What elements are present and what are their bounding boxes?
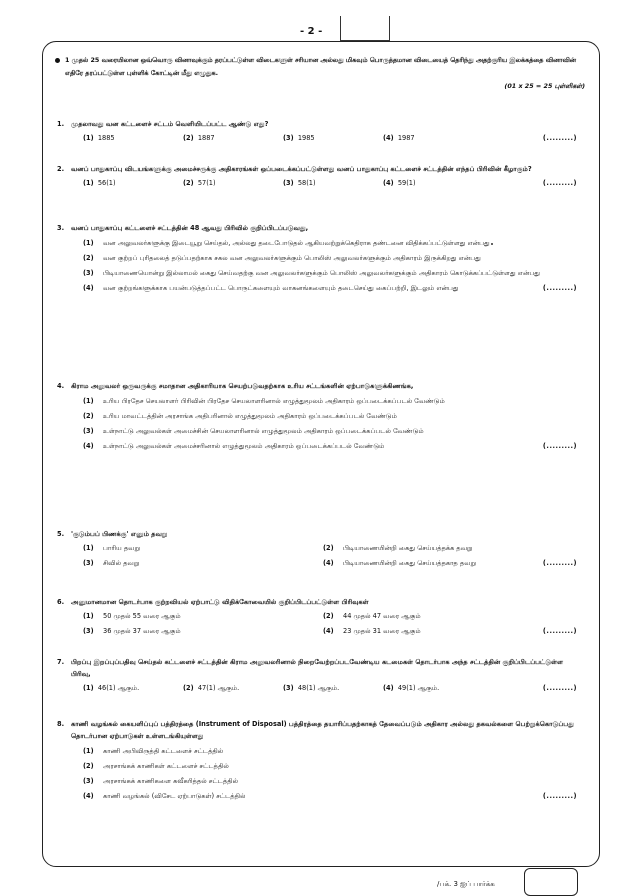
question-7 xyxy=(57,656,577,695)
option-2 xyxy=(83,410,577,422)
option-text: 1985 xyxy=(297,133,315,142)
option-number: (3) xyxy=(83,427,94,435)
option-number: (2) xyxy=(83,412,94,420)
question-number: 3. xyxy=(57,224,65,232)
option-text: உரிய மாவட்டத்தின் அரசாங்க அதிபரினால் எழுத்துமூலம் அதிகாரம் ஒப்படைக்கப்படல் வேண்டும் xyxy=(103,412,397,420)
bullet-icon xyxy=(55,58,60,63)
question-6 xyxy=(57,596,577,638)
option-text: 56(1) xyxy=(97,178,116,187)
option-4 xyxy=(83,790,577,802)
option-number: (3) xyxy=(83,558,94,567)
option-text: வன குற்றங்களுக்காக பயன்படுத்தப்பட்ட பொருட்களையும் வாகனங்களையும் தடைசெய்து கைப்பற்றி, இடலும் என்பது xyxy=(103,284,459,292)
question-text: அனுமானமான தொடர்பாக குற்றவியல் ஏற்பாட்டு விதிக்கோவையில் குறிப்பிடப்பட்டுள்ள பிரிவுகள் xyxy=(71,598,369,606)
option-text: 58(1) xyxy=(297,178,316,187)
option-text: பிடியாணையின்றி கைது செய்யத்தகாத தவறு xyxy=(343,558,477,567)
option-number: (2) xyxy=(183,178,194,187)
option-number: (2) xyxy=(183,133,194,142)
next-page-note: /பக். 3 ஐப் பார்க்க xyxy=(437,880,495,888)
options-grid xyxy=(83,540,577,570)
question-5 xyxy=(57,528,577,570)
answer-blank[interactable]: (.........) xyxy=(542,284,577,292)
option-text: பிடியாணையின்றி கைது செய்யத்தக்க தவறு xyxy=(343,543,473,552)
option-text: 44 முதல் 47 வரை ஆகும் xyxy=(343,611,421,620)
option-number: (3) xyxy=(83,777,94,785)
question-4 xyxy=(57,380,577,452)
option-number: (4) xyxy=(83,792,94,800)
option-4 xyxy=(83,440,577,452)
question-number: 6. xyxy=(57,598,65,606)
option-text: 1885 xyxy=(97,133,115,142)
options-list xyxy=(83,395,577,452)
option-text: 36 முதல் 37 வரை ஆகும் xyxy=(103,626,181,635)
question-text: காணி வழங்கல் கையளிப்புப் பத்திரத்தை (Instrument of Disposal) பத்திரத்தை தயாரிப்பதற்காகத் தேவைப்படும் அதிகார அல்லது தகவல்களை பெற்றுக்கொடுப்பது தொடர்பான ஏற்பாடுகள் உள்ளடங்கியுள்ளது xyxy=(71,720,574,740)
option-text: 1887 xyxy=(197,133,215,142)
option-text: 46(1) ஆகும். xyxy=(97,683,140,692)
page-number: - 2 - xyxy=(300,26,323,37)
option-text: 48(1) ஆகும். xyxy=(297,683,340,692)
option-3 xyxy=(83,775,577,787)
question-text: வனப் பாதுகாப்பு விடயங்களுக்கு அமைச்சருக்கு அதிகாரங்கள் ஒப்படைக்கப்பட்டுள்ளது வனப் பாதுகாப்பு கட்டளைச் சட்டத்தின் எந்தப் பிரிவின் கீழாகும்? xyxy=(71,165,532,173)
footer-box xyxy=(524,868,578,896)
option-text: வன குற்றப் புரிதலைத் தடுப்பதற்காக சகல வன அலுவலர்களுக்கும் பொலிஸ் அலுவலர்களுக்கும் அதிகாரம் இருக்கிறது என்பது xyxy=(103,254,481,262)
question-number: 8. xyxy=(57,720,65,728)
marks-note: (01 x 25 = 25 புள்ளிகள்) xyxy=(504,82,585,90)
option-number: (4) xyxy=(83,284,94,292)
question-number: 7. xyxy=(57,658,65,666)
options-row xyxy=(83,175,577,190)
option-text: வன அலுவலர்களுக்கு இடையூறு செய்தல், அல்லது தடைபோடுதல் ஆகியவற்றுக்கெதிராக தண்டனை விதிக்கப்பட்டுள்ளது என்பது xyxy=(103,239,490,247)
option-1 xyxy=(83,745,577,757)
option-number: (3) xyxy=(283,683,294,692)
option-number: (3) xyxy=(83,626,94,635)
option-number: (4) xyxy=(383,683,394,692)
question-text: வனப் பாதுகாப்பு கட்டளைச் சட்டத்தின் 48 ஆவது பிரிவில் குறிப்பிடப்படுவது, xyxy=(71,224,309,232)
answer-blank[interactable]: (.........) xyxy=(542,133,577,142)
option-number: (2) xyxy=(83,762,94,770)
option-text: 59(1) xyxy=(397,178,416,187)
question-text: கிராம அலுவலர் ஒருவருக்கு சமாதான அதிகாரியாக செயற்படுவதற்காக உரிய சட்டங்களின் ஏற்பாடுகளுக்கிணங்க, xyxy=(71,382,414,390)
option-text: 57(1) xyxy=(197,178,216,187)
option-number: (1) xyxy=(83,543,94,552)
option-text: உள்நாட்டு அலுவல்கள் அமைச்சின் செயலாளரினால் எழுத்துமூலம் அதிகாரம் ஒப்படைக்கப்படல் வேண்டும் xyxy=(103,427,424,435)
option-text: 47(1) ஆகும். xyxy=(197,683,240,692)
question-3 xyxy=(57,222,577,294)
option-number: (3) xyxy=(283,133,294,142)
answer-blank[interactable]: (.........) xyxy=(542,558,577,567)
options-row xyxy=(83,130,577,145)
option-number: (1) xyxy=(83,239,94,247)
answer-blank[interactable]: (.........) xyxy=(542,683,577,692)
header-tab-box xyxy=(340,16,390,41)
question-text: முதலாவது வன கட்டளைச் சட்டம் வெளியிடப்பட்ட ஆண்டு எது? xyxy=(71,120,269,128)
question-number: 2. xyxy=(57,165,65,173)
option-number: (4) xyxy=(383,178,394,187)
options-list xyxy=(83,745,577,802)
option-text: அரசாங்கக் காணிகள் கட்டளைச் சட்டத்தில் xyxy=(103,762,229,770)
question-number: 4. xyxy=(57,382,65,390)
option-text: 23 முதல் 31 வரை ஆகும் xyxy=(343,626,421,635)
option-number: (3) xyxy=(283,178,294,187)
option-1 xyxy=(83,395,577,407)
question-text: பிறப்பு இறப்புப்பதிவு செய்தல் கட்டளைச் சட்டத்தின் கிராம அலுவலரினால் நிறைவேற்றப்படவேண்டிய கடமைகள் தொடர்பாக அந்த சட்டத்தின் குறிப்பிடப்பட்டுள்ள பிரிவு, xyxy=(71,658,564,678)
option-number: (4) xyxy=(83,442,94,450)
answer-blank[interactable]: (.........) xyxy=(542,178,577,187)
option-number: (1) xyxy=(83,178,94,187)
options-row xyxy=(83,680,577,695)
option-number: (1) xyxy=(83,397,94,405)
option-text: உள்நாட்டு அலுவல்கள் அமைச்சரினால் எழுத்துமூலம் அதிகாரம் ஒப்படைக்கப்படல் வேண்டும் xyxy=(103,442,385,450)
option-number: (2) xyxy=(323,543,334,552)
option-text: அரசாங்கக் காணிகளை கவீகரித்தல் சட்டத்தில் xyxy=(103,777,239,785)
answer-blank[interactable]: (.........) xyxy=(542,792,577,800)
option-number: (2) xyxy=(183,683,194,692)
option-number: (2) xyxy=(323,611,334,620)
options-list xyxy=(83,237,577,294)
answer-blank[interactable]: (.........) xyxy=(542,442,577,450)
option-2 xyxy=(83,252,577,264)
question-number: 1. xyxy=(57,120,65,128)
question-text: 'குடும்பப் பிணக்கு' எனும் தவறு xyxy=(71,530,168,538)
question-8 xyxy=(57,718,577,802)
option-number: (1) xyxy=(83,683,94,692)
option-number: (1) xyxy=(83,611,94,620)
option-number: (1) xyxy=(83,747,94,755)
question-1 xyxy=(57,118,577,145)
option-number: (2) xyxy=(83,254,94,262)
option-text: 49(1) ஆகும். xyxy=(397,683,440,692)
option-2 xyxy=(83,760,577,772)
option-number: (4) xyxy=(323,626,334,635)
option-text: காணி அபிவிருத்தி கட்டளைச் சட்டத்தில் xyxy=(103,747,224,755)
option-number: (1) xyxy=(83,133,94,142)
option-text: 50 முதல் 55 வரை ஆகும் xyxy=(103,611,181,620)
instructions-text: 1 முதல் 25 வரையிலான ஒவ்வொரு வினாவுக்கும் தரப்பட்டுள்ள விடைகளுள் சரியான அல்லது மிகவும் பொருத்தமான விடையைத் தெரிந்து அதற்குரிய இலக்கத்தை வினாவின் எதிரே தரப்பட்டுள்ள புள்ளிக் கோட்டின் மீது எழுதுக. xyxy=(65,56,576,77)
option-3 xyxy=(83,267,577,279)
option-number: (3) xyxy=(83,269,94,277)
option-text: சிவில் தவறு xyxy=(103,558,140,567)
answer-blank[interactable]: (.........) xyxy=(542,626,577,635)
option-text: உரிய பிரதேச செயலாளர் பிரிவின் பிரதேச செயலாளரினால் எழுத்துமூலம் அதிகாரம் ஒப்படைக்கப்படல் வேண்டும் xyxy=(103,397,445,405)
option-number: (4) xyxy=(383,133,394,142)
option-1 xyxy=(83,237,577,249)
question-number: 5. xyxy=(57,530,65,538)
instructions-block xyxy=(55,54,585,93)
option-text: பாரிய தவறு xyxy=(103,543,140,552)
option-number: (4) xyxy=(323,558,334,567)
option-text: காணி வழங்கல் (விசேட ஏற்பாடுகள்) சட்டத்தில் xyxy=(103,792,246,800)
option-text: பிடியாணையொன்று இல்லாமல் கைது செய்வதற்கு வன அலுவலர்களுக்கும் பொலிஸ் அலுவலர்களுக்கும் அதிகாரம் கொடுக்கப்பட்டுள்ளது என்பது xyxy=(103,269,540,277)
option-4 xyxy=(83,282,577,294)
option-text: 1987 xyxy=(397,133,415,142)
options-grid xyxy=(83,608,577,638)
question-2 xyxy=(57,163,577,190)
option-3 xyxy=(83,425,577,437)
